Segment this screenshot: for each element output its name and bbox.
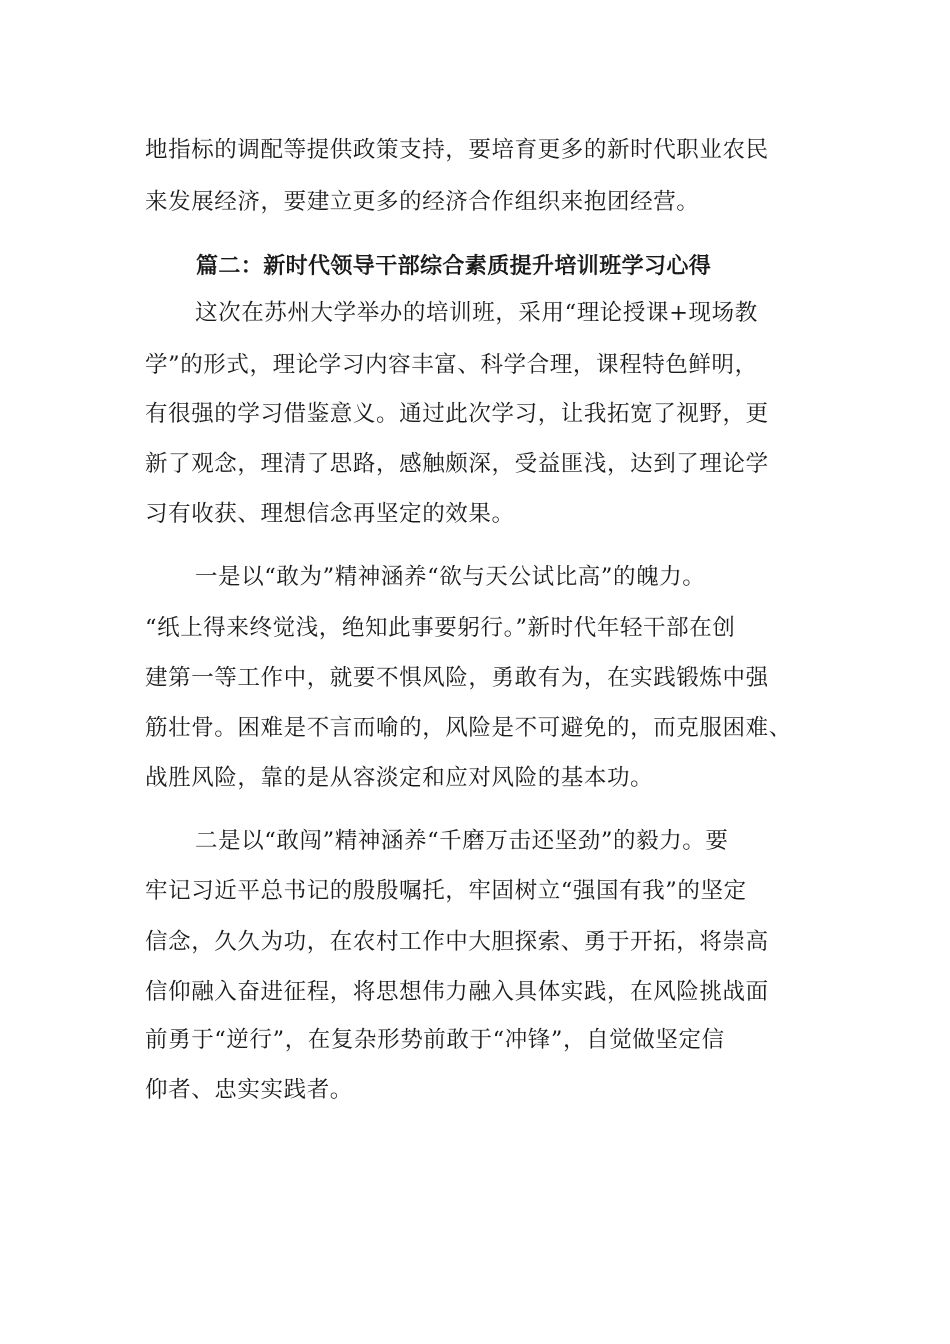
paragraph-line: 前勇于“逆行”，在复杂形势前敢于“冲锋”，自觉做坚定信 [145,1027,725,1053]
paragraph-line: “纸上得来终觉浅，绝知此事要躬行。”新时代年轻干部在创 [145,615,736,641]
paragraph-line: 二是以“敢闯”精神涵养“千磨万击还坚劲”的毅力。要 [195,828,729,854]
paragraph-line: 一是以“敢为”精神涵养“欲与天公试比高”的魄力。 [195,564,706,590]
paragraph-line: 信仰融入奋进征程，将思想伟力融入具体实践，在风险挑战面 [145,979,769,1005]
paragraph-line: 牢记习近平总书记的殷殷嘱托，牢固树立“强国有我”的坚定 [145,878,747,904]
paragraph-line: 学”的形式，理论学习内容丰富、科学合理，课程特色鲜明， [145,352,758,378]
paragraph-line: 建第一等工作中，就要不惧风险，勇敢有为，在实践锻炼中强 [145,665,769,691]
paragraph-line: 仰者、忠实实践者。 [145,1077,353,1103]
paragraph-line: 有很强的学习借鉴意义。通过此次学习，让我拓宽了视野，更 [145,401,769,427]
paragraph-line: 战胜风险，靠的是从容淡定和应对风险的基本功。 [145,765,654,791]
paragraph-line: 习有收获、理想信念再坚定的效果。 [145,501,515,527]
paragraph-line: 筋壮骨。困难是不言而喻的，风险是不可避免的，而克服困难、 [145,715,792,741]
paragraph-line: 这次在苏州大学举办的培训班，采用“理论授课+现场教 [195,300,758,326]
paragraph-line: 信念，久久为功，在农村工作中大胆探索、勇于开拓，将崇高 [145,929,769,955]
continuation-line: 地指标的调配等提供政策支持，要培育更多的新时代职业农民 [145,137,769,163]
section-heading: 篇二：新时代领导干部综合素质提升培训班学习心得 [196,253,712,279]
continuation-line: 来发展经济，要建立更多的经济合作组织来抱团经营。 [145,189,700,215]
paragraph-line: 新了观念，理清了思路，感触颇深，受益匪浅，达到了理论学 [145,451,769,477]
